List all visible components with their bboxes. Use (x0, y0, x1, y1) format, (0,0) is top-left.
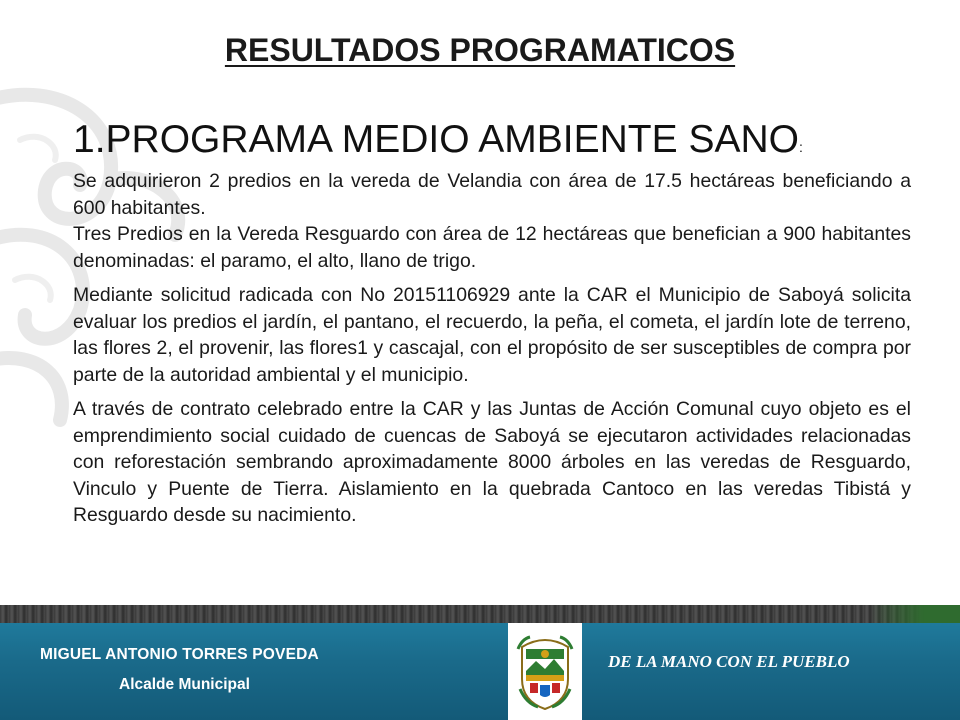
paragraph-resguardo: Tres Predios en la Vereda Resguardo con área de 12 hectáreas que benefician a 900 habitantes denominadas: el paramo, el alto, llano de trigo. (73, 223, 911, 272)
paragraph-velandia: Se adquirieron 2 predios en la vereda de Velandia con área de 17.5 hectáreas beneficiando a 600 habitantes. (73, 170, 911, 219)
mayor-role: Alcalde Municipal (119, 676, 250, 693)
mayor-name: MIGUEL ANTONIO TORRES POVEDA (40, 646, 319, 663)
program-heading-text: 1.PROGRAMA MEDIO AMBIENTE SANO (73, 118, 799, 161)
footer-texture-strip (0, 605, 960, 623)
paragraph-solicitud: Mediante solicitud radicada con No 20151106929 ante la CAR el Municipio de Saboyá solicita evaluar los predios el jardín, el pantano, el recuerdo, la peña, el cometa, el jardín lote de terreno, las flores 2, el provenir, las flores1 y cascajal, con el propósito de ser susceptibles de compra por parte de la autoridad ambiental y el municipio. (73, 284, 911, 386)
program-heading-colon: : (798, 139, 803, 155)
slide-title (0, 30, 960, 70)
program-heading (73, 116, 913, 171)
footer-green-accent (870, 605, 960, 623)
shield-emblem-icon (516, 629, 574, 713)
slogan: DE LA MANO CON EL PUEBLO (608, 652, 850, 671)
body-text (73, 168, 911, 529)
municipal-emblem (508, 623, 582, 720)
slide-title-text: RESULTADOS PROGRAMATICOS (224, 32, 736, 68)
paragraph-contrato: A través de contrato celebrado entre la CAR y las Juntas de Acción Comunal cuyo objeto es el emprendimiento social cuidado de cuencas de Saboyá se ejecutaron actividades relacionadas con reforestación sembrando aproximadamente 8000 árboles en las veredas de Resguardo, Vinculo y Puente de Tierra. Aislamiento en la quebrada Cantoco en las veredas Tibistá y Resguardo desde su nacimiento. (73, 398, 911, 526)
